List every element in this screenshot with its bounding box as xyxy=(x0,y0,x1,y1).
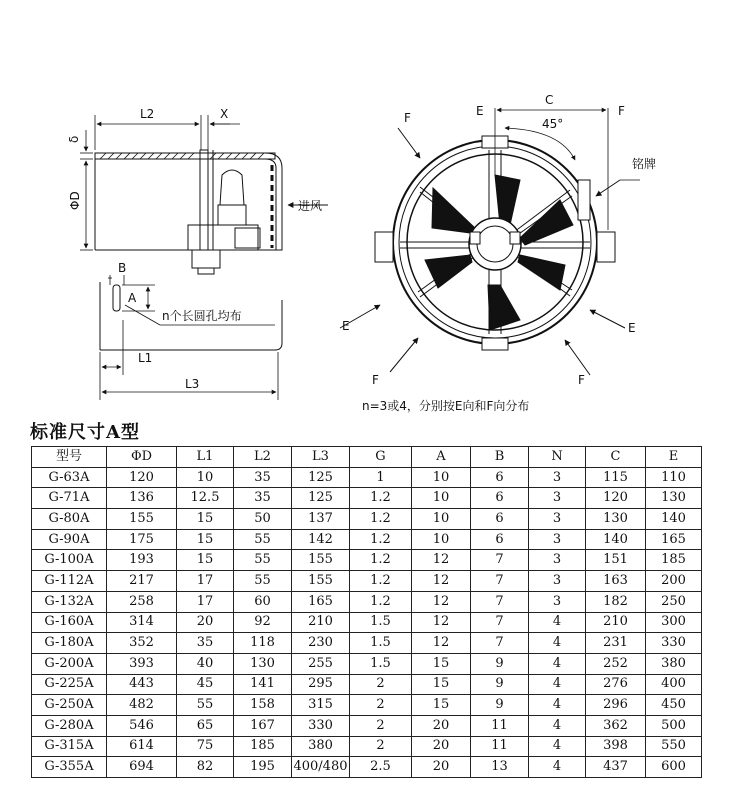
table-cell: 92 xyxy=(234,612,292,633)
table-cell: 315 xyxy=(292,695,350,716)
table-cell: 380 xyxy=(292,736,350,757)
table-row xyxy=(32,467,702,488)
table-row xyxy=(32,509,702,530)
table-cell: 3 xyxy=(529,529,586,550)
table-cell: 694 xyxy=(107,757,177,778)
table-cell: 352 xyxy=(107,633,177,654)
table-row xyxy=(32,571,702,592)
table-cell: 55 xyxy=(234,571,292,592)
table-cell: 10 xyxy=(412,467,471,488)
table-cell: 1.2 xyxy=(350,571,412,592)
table-cell: 6 xyxy=(471,529,529,550)
table-cell: 163 xyxy=(586,571,646,592)
table-cell: 11 xyxy=(471,715,529,736)
table-cell: 1.5 xyxy=(350,633,412,654)
table-cell: 20 xyxy=(412,757,471,778)
table-cell: 45 xyxy=(177,674,234,695)
table-cell: 40 xyxy=(177,653,234,674)
table-cell: 3 xyxy=(529,467,586,488)
table-cell: 1.2 xyxy=(350,488,412,509)
table-cell: G-100A xyxy=(32,550,107,571)
table-cell: 9 xyxy=(471,653,529,674)
dim-delta-label: δ xyxy=(67,135,81,143)
table-cell: 1.2 xyxy=(350,591,412,612)
table-cell: 7 xyxy=(471,612,529,633)
table-row xyxy=(32,695,702,716)
table-row xyxy=(32,633,702,654)
dimension-table xyxy=(31,446,702,778)
table-cell: 15 xyxy=(177,509,234,530)
table-cell: 125 xyxy=(292,488,350,509)
dim-l3-label: L3 xyxy=(185,377,200,391)
table-cell: 142 xyxy=(292,529,350,550)
table-cell: 450 xyxy=(646,695,702,716)
table-cell: 155 xyxy=(107,509,177,530)
front-view xyxy=(340,108,640,375)
table-cell: 3 xyxy=(529,488,586,509)
table-cell: 400 xyxy=(646,674,702,695)
table-cell: 195 xyxy=(234,757,292,778)
table-cell: 7 xyxy=(471,571,529,592)
table-cell: 2 xyxy=(350,695,412,716)
table-row xyxy=(32,550,702,571)
table-cell: 15 xyxy=(412,674,471,695)
table-cell: 130 xyxy=(646,488,702,509)
table-cell: 165 xyxy=(292,591,350,612)
table-cell: G-90A xyxy=(32,529,107,550)
footer-cutoff xyxy=(30,788,230,800)
table-cell: 20 xyxy=(177,612,234,633)
table-cell: G-225A xyxy=(32,674,107,695)
table-cell: 1.5 xyxy=(350,653,412,674)
table-cell: 20 xyxy=(412,715,471,736)
table-cell: 482 xyxy=(107,695,177,716)
table-cell: 12 xyxy=(412,633,471,654)
table-row xyxy=(32,715,702,736)
table-cell: 230 xyxy=(292,633,350,654)
dim-l2-label: L2 xyxy=(140,107,155,121)
table-cell: G-200A xyxy=(32,653,107,674)
table-cell: 55 xyxy=(177,695,234,716)
slot-note: n个长圆孔均布 xyxy=(162,309,242,323)
table-cell: 300 xyxy=(646,612,702,633)
table-cell: 1.5 xyxy=(350,612,412,633)
side-view xyxy=(80,115,328,400)
table-cell: 7 xyxy=(471,550,529,571)
table-cell: 330 xyxy=(646,633,702,654)
table-cell: 136 xyxy=(107,488,177,509)
table-cell: 614 xyxy=(107,736,177,757)
table-cell: 255 xyxy=(292,653,350,674)
table-cell: 175 xyxy=(107,529,177,550)
label-e-right: E xyxy=(628,321,636,335)
table-cell: G-315A xyxy=(32,736,107,757)
table-cell: 231 xyxy=(586,633,646,654)
table-cell: 182 xyxy=(586,591,646,612)
table-cell: 210 xyxy=(586,612,646,633)
table-cell: 2.5 xyxy=(350,757,412,778)
table-cell: G-160A xyxy=(32,612,107,633)
table-cell: 4 xyxy=(529,715,586,736)
table-cell: 6 xyxy=(471,509,529,530)
header-e: E xyxy=(646,447,702,468)
table-cell: G-250A xyxy=(32,695,107,716)
header-g: G xyxy=(350,447,412,468)
table-cell: 500 xyxy=(646,715,702,736)
dim-b-label: B xyxy=(118,261,127,275)
label-f-top-right: F xyxy=(618,104,625,118)
table-cell: 252 xyxy=(586,653,646,674)
dim-a-label: A xyxy=(128,291,137,305)
label-f-bottom-right: F xyxy=(578,373,585,387)
table-cell: 65 xyxy=(177,715,234,736)
table-cell: 210 xyxy=(292,612,350,633)
table-cell: 140 xyxy=(586,529,646,550)
nameplate-label: 铭牌 xyxy=(632,157,657,171)
table-cell: G-71A xyxy=(32,488,107,509)
table-cell: 13 xyxy=(471,757,529,778)
table-cell: 9 xyxy=(471,674,529,695)
table-cell: 3 xyxy=(529,550,586,571)
table-cell: 17 xyxy=(177,591,234,612)
table-row xyxy=(32,529,702,550)
table-cell: G-355A xyxy=(32,757,107,778)
table-cell: 393 xyxy=(107,653,177,674)
dim-x-label: X xyxy=(220,107,229,121)
table-cell: 546 xyxy=(107,715,177,736)
table-cell: 2 xyxy=(350,715,412,736)
table-cell: 4 xyxy=(529,674,586,695)
table-cell: 9 xyxy=(471,695,529,716)
table-cell: 314 xyxy=(107,612,177,633)
table-row xyxy=(32,488,702,509)
header-b: B xyxy=(471,447,529,468)
table-cell: 110 xyxy=(646,467,702,488)
table-cell: 125 xyxy=(292,467,350,488)
table-cell: G-132A xyxy=(32,591,107,612)
table-cell: 120 xyxy=(107,467,177,488)
table-cell: 550 xyxy=(646,736,702,757)
header-model: 型号 xyxy=(32,447,107,468)
dim-phi-d-label: ΦD xyxy=(68,191,82,210)
table-cell: 137 xyxy=(292,509,350,530)
table-row xyxy=(32,757,702,778)
table-cell: 75 xyxy=(177,736,234,757)
table-cell: 437 xyxy=(586,757,646,778)
header-l1: L1 xyxy=(177,447,234,468)
table-cell: 296 xyxy=(586,695,646,716)
angle-label: 45° xyxy=(542,117,564,131)
table-cell: 1.2 xyxy=(350,509,412,530)
header-phi-d: ΦD xyxy=(107,447,177,468)
table-cell: 141 xyxy=(234,674,292,695)
label-e-top: E xyxy=(476,104,484,118)
table-cell: 4 xyxy=(529,695,586,716)
table-cell: 295 xyxy=(292,674,350,695)
table-cell: 140 xyxy=(646,509,702,530)
header-l2: L2 xyxy=(234,447,292,468)
header-c: C xyxy=(586,447,646,468)
table-cell: 20 xyxy=(412,736,471,757)
table-cell: 12 xyxy=(412,612,471,633)
header-l3: L3 xyxy=(292,447,350,468)
table-cell: 10 xyxy=(412,488,471,509)
table-cell: 193 xyxy=(107,550,177,571)
table-cell: 330 xyxy=(292,715,350,736)
table-row xyxy=(32,674,702,695)
table-cell: G-280A xyxy=(32,715,107,736)
table-cell: 35 xyxy=(177,633,234,654)
header-n: N xyxy=(529,447,586,468)
table-cell: 167 xyxy=(234,715,292,736)
table-cell: 2 xyxy=(350,736,412,757)
table-row xyxy=(32,653,702,674)
table-cell: 185 xyxy=(646,550,702,571)
table-body xyxy=(32,467,702,777)
table-cell: 217 xyxy=(107,571,177,592)
table-cell: 50 xyxy=(234,509,292,530)
table-cell: 400/480 xyxy=(292,757,350,778)
table-header-row xyxy=(32,447,702,468)
table-cell: 35 xyxy=(234,488,292,509)
table-cell: 12 xyxy=(412,571,471,592)
table-cell: 118 xyxy=(234,633,292,654)
table-row xyxy=(32,736,702,757)
label-e-left: E xyxy=(342,319,350,333)
table-cell: 4 xyxy=(529,736,586,757)
label-f-bottom-left: F xyxy=(372,373,379,387)
table-cell: 55 xyxy=(234,529,292,550)
table-cell: 7 xyxy=(471,591,529,612)
table-cell: 17 xyxy=(177,571,234,592)
table-cell: 165 xyxy=(646,529,702,550)
table-cell: 11 xyxy=(471,736,529,757)
table-cell: 250 xyxy=(646,591,702,612)
table-cell: 130 xyxy=(234,653,292,674)
table-cell: 185 xyxy=(234,736,292,757)
table-cell: 443 xyxy=(107,674,177,695)
table-cell: 15 xyxy=(177,550,234,571)
dim-c-label: C xyxy=(545,93,554,107)
table-cell: G-112A xyxy=(32,571,107,592)
table-cell: 115 xyxy=(586,467,646,488)
table-cell: 12 xyxy=(412,550,471,571)
table-cell: G-80A xyxy=(32,509,107,530)
table-cell: 4 xyxy=(529,633,586,654)
table-cell: 200 xyxy=(646,571,702,592)
table-cell: 12.5 xyxy=(177,488,234,509)
table-cell: 15 xyxy=(412,653,471,674)
table-cell: 55 xyxy=(234,550,292,571)
table-cell: 2 xyxy=(350,674,412,695)
table-cell: 380 xyxy=(646,653,702,674)
table-cell: 10 xyxy=(177,467,234,488)
table-cell: 151 xyxy=(586,550,646,571)
table-cell: G-63A xyxy=(32,467,107,488)
table-cell: 155 xyxy=(292,571,350,592)
table-cell: 4 xyxy=(529,612,586,633)
table-cell: 35 xyxy=(234,467,292,488)
table-cell: 158 xyxy=(234,695,292,716)
table-row xyxy=(32,612,702,633)
table-cell: 10 xyxy=(412,529,471,550)
table-cell: 130 xyxy=(586,509,646,530)
table-cell: 1.2 xyxy=(350,529,412,550)
table-cell: 15 xyxy=(412,695,471,716)
table-cell: 82 xyxy=(177,757,234,778)
table-cell: 3 xyxy=(529,571,586,592)
table-cell: 6 xyxy=(471,467,529,488)
header-a: A xyxy=(412,447,471,468)
table-cell: 3 xyxy=(529,509,586,530)
table-cell: 1 xyxy=(350,467,412,488)
label-f-top-left: F xyxy=(404,111,411,125)
table-cell: 3 xyxy=(529,591,586,612)
table-cell: 6 xyxy=(471,488,529,509)
dim-l1-label: L1 xyxy=(138,351,153,365)
table-cell: 276 xyxy=(586,674,646,695)
table-cell: 1.2 xyxy=(350,550,412,571)
table-cell: 120 xyxy=(586,488,646,509)
table-cell: 398 xyxy=(586,736,646,757)
table-cell: 258 xyxy=(107,591,177,612)
table-cell: 7 xyxy=(471,633,529,654)
table-cell: 362 xyxy=(586,715,646,736)
table-row xyxy=(32,591,702,612)
table-cell: 12 xyxy=(412,591,471,612)
distribution-note: n=3或4，分别按E向和F向分布 xyxy=(362,399,530,413)
table-cell: 10 xyxy=(412,509,471,530)
table-title: 标准尺寸A型 xyxy=(30,422,140,443)
inlet-label: 进风 xyxy=(298,199,323,213)
table-cell: 600 xyxy=(646,757,702,778)
table-cell: 4 xyxy=(529,757,586,778)
table-cell: 155 xyxy=(292,550,350,571)
table-cell: G-180A xyxy=(32,633,107,654)
table-cell: 60 xyxy=(234,591,292,612)
table-cell: 4 xyxy=(529,653,586,674)
table-cell: 15 xyxy=(177,529,234,550)
